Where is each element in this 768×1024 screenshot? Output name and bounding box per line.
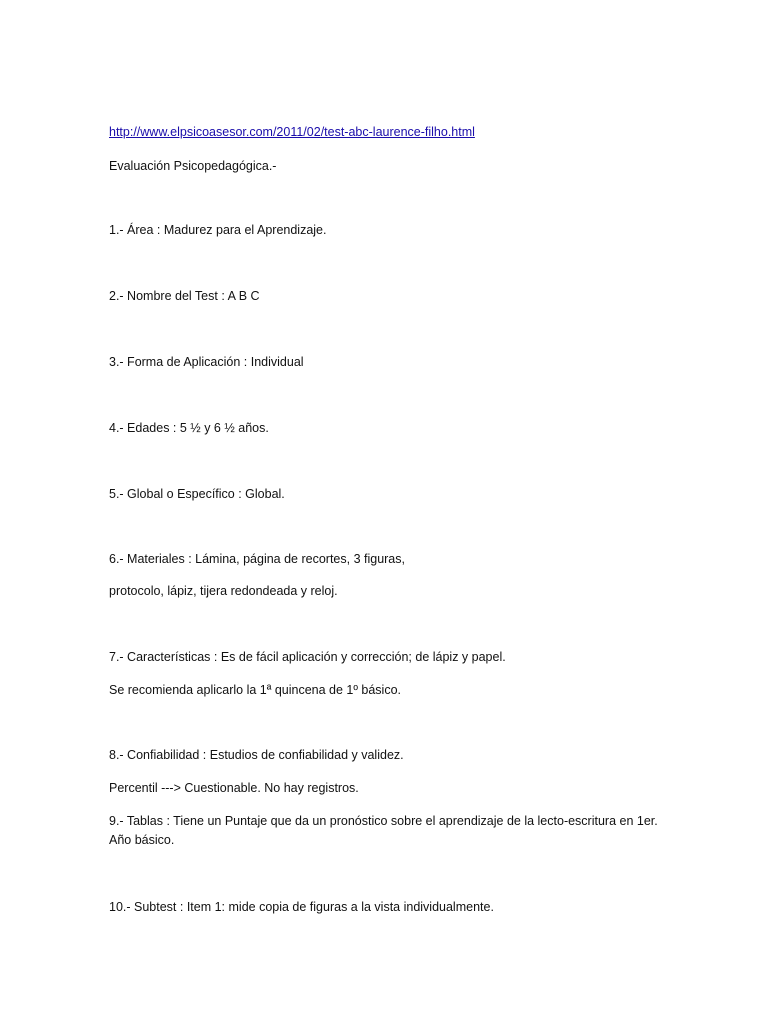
item-area: 1.- Área : Madurez para el Aprendizaje. [109, 223, 327, 237]
item-percentile: Percentil ---> Cuestionable. No hay registros. [109, 781, 359, 795]
source-url-link[interactable]: http://www.elpsicoasesor.com/2011/02/test-abc-laurence-filho.html [109, 125, 475, 139]
item-subtest: 10.- Subtest : Item 1: mide copia de figuras a la vista individualmente. [109, 900, 494, 914]
item-materials-continued: protocolo, lápiz, tijera redondeada y reloj. [109, 584, 338, 598]
item-ages: 4.- Edades : 5 ½ y 6 ½ años. [109, 421, 269, 435]
item-reliability: 8.- Confiabilidad : Estudios de confiabilidad y validez. [109, 748, 404, 762]
item-test-name: 2.- Nombre del Test : A B C [109, 289, 260, 303]
document-title: Evaluación Psicopedagógica.- [109, 159, 277, 173]
item-application-form: 3.- Forma de Aplicación : Individual [109, 355, 304, 369]
item-tables: 9.- Tablas : Tiene un Puntaje que da un pronóstico sobre el aprendizaje de la lecto-escritura en 1er. Año básico. [109, 814, 658, 847]
item-global-specific: 5.- Global o Específico : Global. [109, 487, 285, 501]
item-materials: 6.- Materiales : Lámina, página de recortes, 3 figuras, [109, 552, 405, 566]
item-characteristics: 7.- Características : Es de fácil aplicación y corrección; de lápiz y papel. [109, 650, 506, 664]
item-characteristics-note: Se recomienda aplicarlo la 1ª quincena de 1º básico. [109, 683, 402, 697]
